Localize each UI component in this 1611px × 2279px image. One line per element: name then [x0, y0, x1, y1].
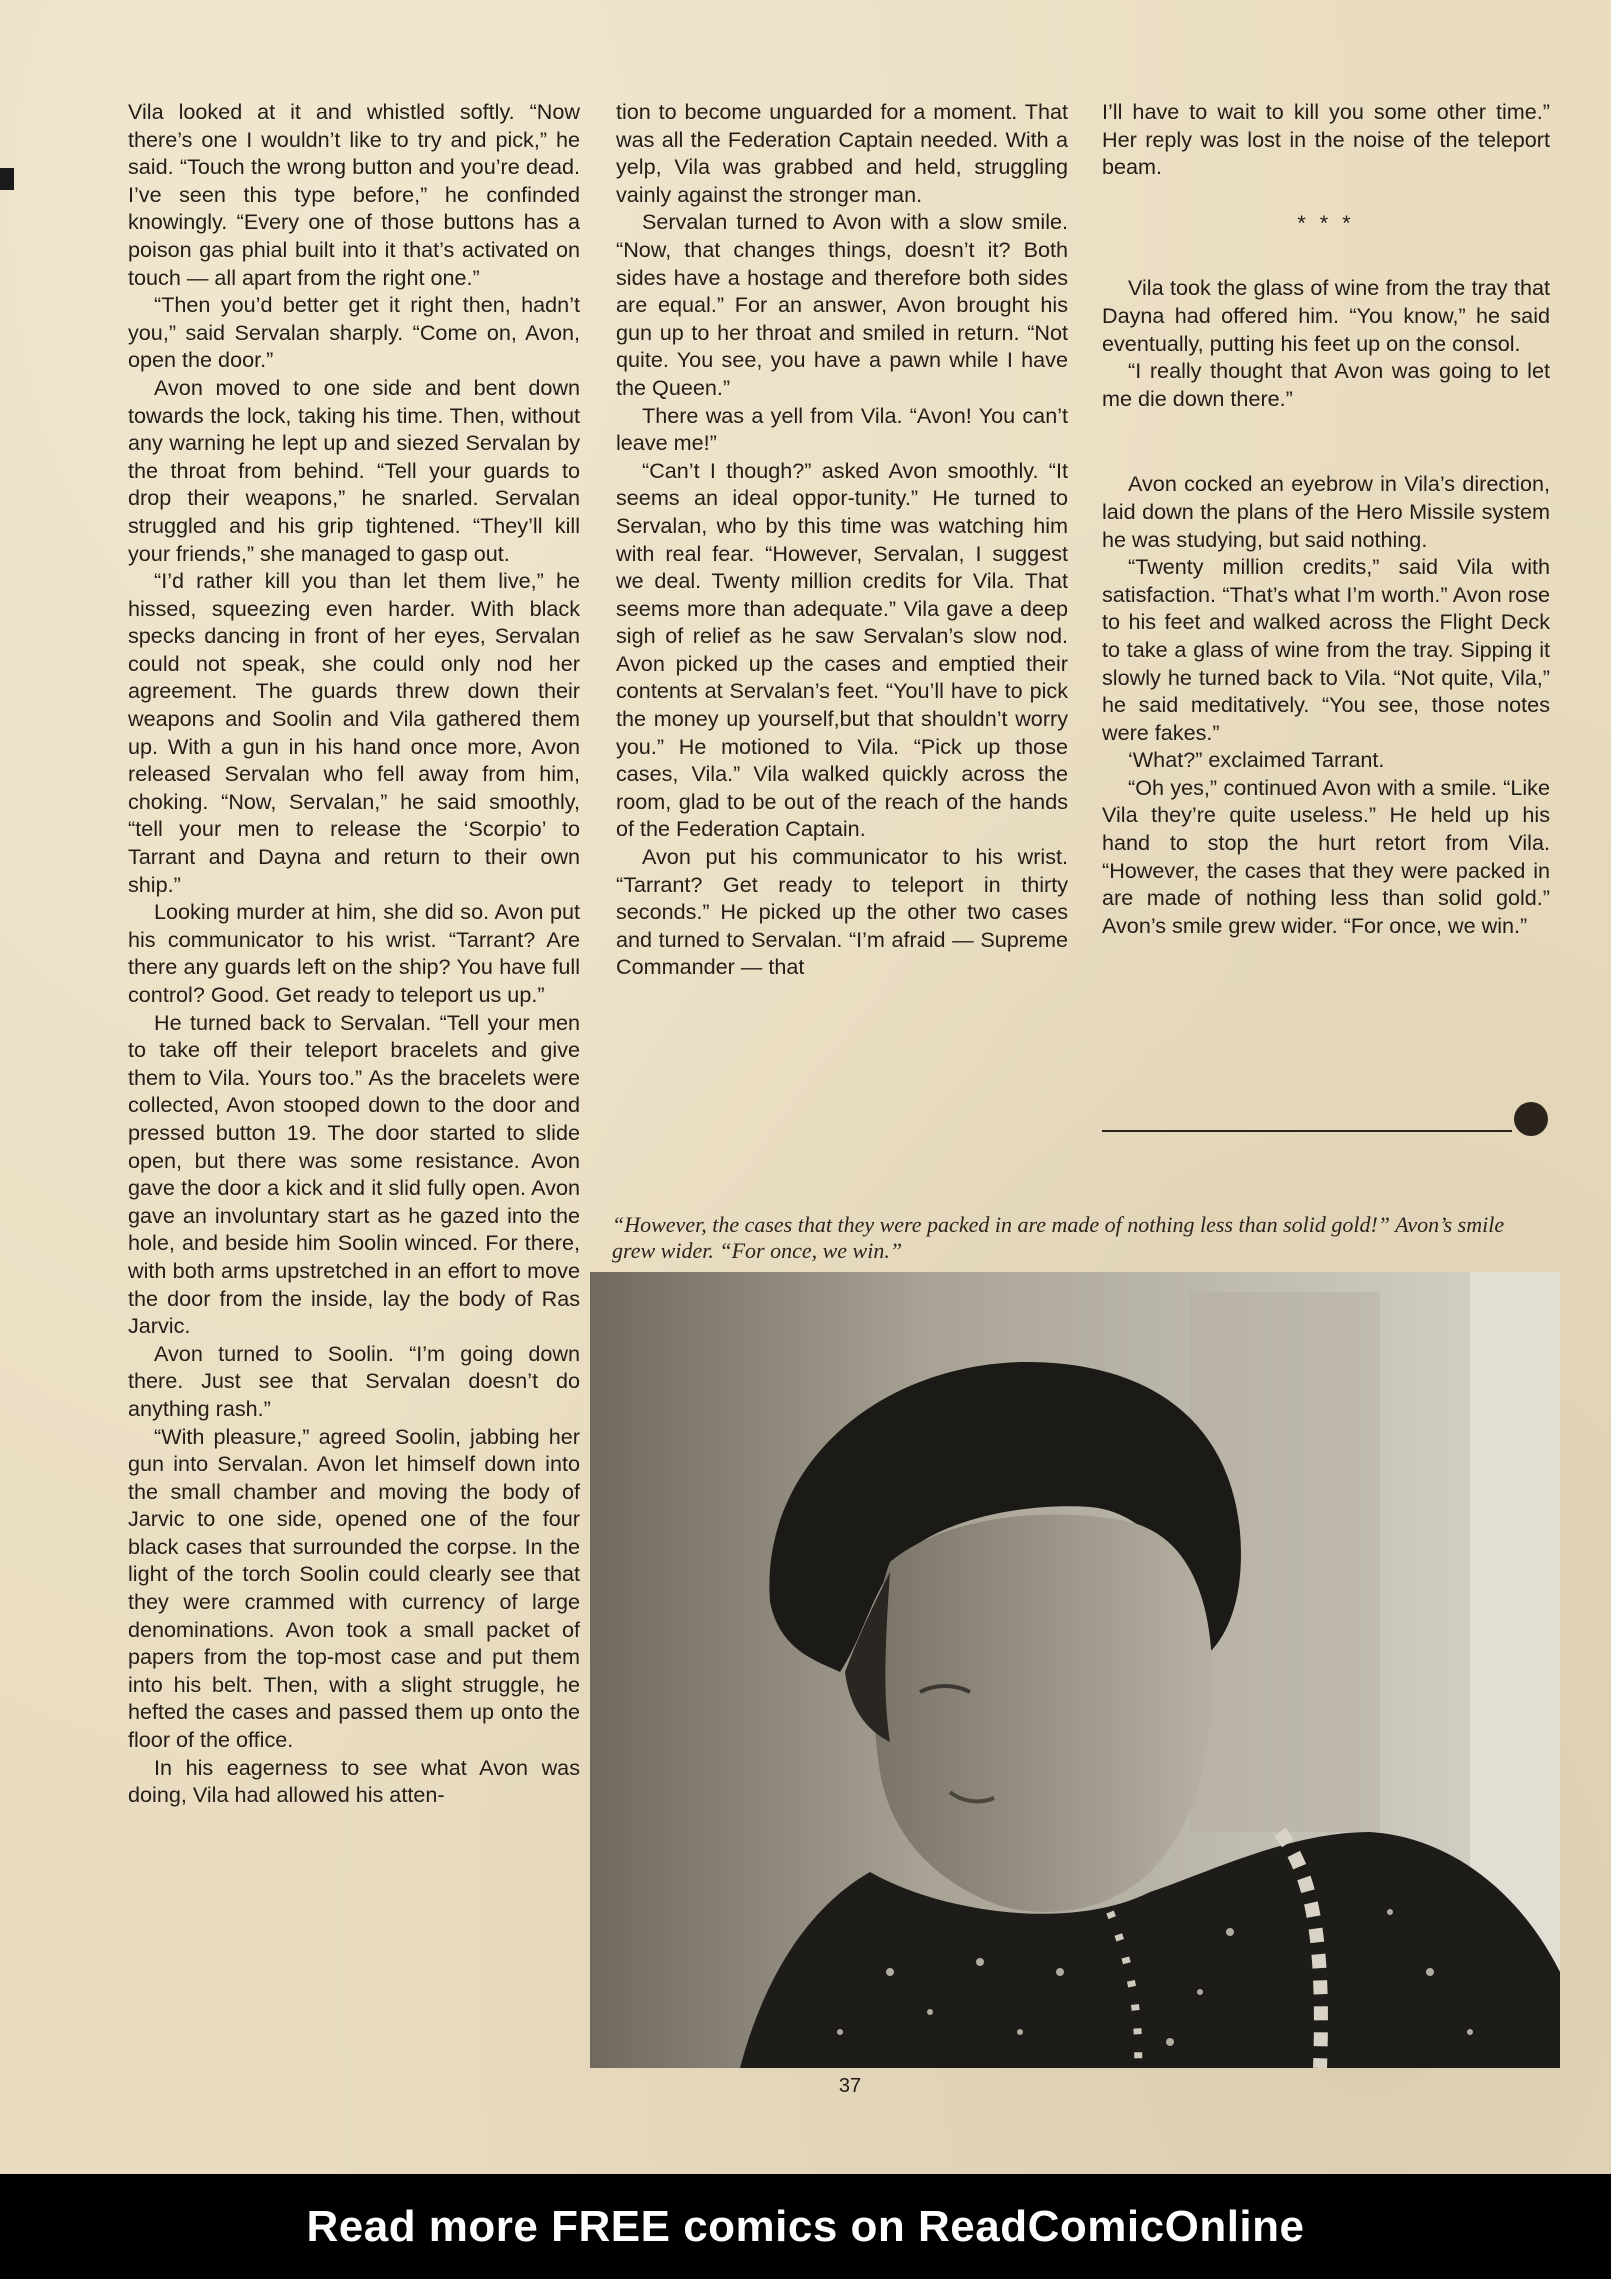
- paragraph: Avon turned to Soolin. “I’m going down there. Just see that Servalan doesn’t do anything rash.”: [128, 1340, 580, 1421]
- paragraph: “Twenty million credits,” said Vila with satisfaction. “That’s what I’m worth.” Avon rose to his feet and walked across the Flight Deck to take a glass of wine from the tray. Sipping it slowly he turned back to Vila. “Not quite, Vila,” he said meditatively. “You see, those notes were fakes.”: [1102, 554, 1550, 745]
- paragraph-gap: [1102, 412, 1550, 470]
- story-end-dot: [1514, 1102, 1548, 1136]
- text-column-1: [128, 98, 580, 1809]
- scene-separator: * * *: [1297, 209, 1355, 235]
- paragraph: Vila looked at it and whistled softly. “Now there’s one I wouldn’t like to try and pick,” he said. “Touch the wrong button and you’re dead. I’ve seen this type before,” he confinded knowingly. “Every one of those buttons has a poison gas phial built into it that’s activated on touch — all apart from the right one.”: [128, 99, 580, 290]
- portrait-illustration: [590, 1272, 1560, 2068]
- paragraph: “I really thought that Avon was going to let me die down there.”: [1102, 358, 1550, 411]
- photo-caption: “However, the cases that they were packed in are made of nothing less than solid gold!” Avon’s smile grew wider. “For once, we win.”: [612, 1212, 1505, 1263]
- story-end-rule: [1102, 1130, 1512, 1132]
- paragraph: “Oh yes,” continued Avon with a smile. “Like Vila they’re quite useless.” He held up his hand to stop the hurt retort from Vila. “However, the cases that they were packed in are made of nothing less than solid gold.” Avon’s smile grew wider. “For once, we win.”: [1102, 774, 1550, 938]
- paragraph: Avon cocked an eyebrow in Vila’s direction, laid down the plans of the Hero Missile system he was studying, but said nothing.: [1102, 471, 1550, 552]
- paragraph: Looking murder at him, she did so. Avon put his communicator to his wrist. “Tarrant? Are there any guards left on the ship? You have full control? Good. Get ready to teleport us up.”: [128, 899, 580, 1007]
- paragraph: In his eagerness to see what Avon was doing, Vila had allowed his atten-: [128, 1754, 580, 1808]
- paragraph: ‘What?” exclaimed Tarrant.: [1128, 747, 1385, 773]
- paragraph: There was a yell from Vila. “Avon! You can’t leave me!”: [616, 402, 1068, 456]
- paragraph: “Can’t I though?” asked Avon smoothly. “It seems an ideal oppor-tunity.” He turned to Servalan, who by this time was watching him with real fear. “However, Servalan, I suggest we deal. Twenty million credits for Vila. That seems more than adequate.” Vila gave a deep sigh of relief as he saw Servalan’s slow nod. Avon picked up the cases and emptied their contents at Servalan’s feet. “You’ll have to pick the money up yourself,but that shouldn’t worry you.” He motioned to Vila. “Pick up those cases, Vila.” Vila walked quickly across the room, glad to be out of the reach of the hands of the Federation Captain.: [616, 457, 1068, 842]
- margin-mark: [0, 168, 14, 190]
- portrait-photo: [590, 1272, 1560, 2068]
- text-column-2: [616, 98, 1068, 981]
- paragraph: “I’d rather kill you than let them live,” he hissed, squeezing even harder. With black specks dancing in front of her eyes, Servalan could not speak, she could only nod her agreement. The guards threw down their weapons and Soolin and Vila gathered them up. With a gun in his hand once more, Avon released Servalan who fell away from him, choking. “Now, Servalan,” he said smoothly, “tell your men to release the ‘Scorpio’ to Tarrant and Dayna and return to their own ship.”: [128, 568, 580, 897]
- paragraph: “With pleasure,” agreed Soolin, jabbing her gun into Servalan. Avon let himself down into the small chamber and moving the body of Jarvic to one side, opened one of the four black cases that surrounded the corpse. In the light of the torch Soolin could clearly see that they were crammed with currency of large denominations. Avon took a small packet of papers from the top-most case and put them into his belt. Then, with a slight struggle, he hefted the cases and passed them up onto the floor of the office.: [128, 1423, 580, 1753]
- text-column-3: [1102, 98, 1550, 939]
- promo-banner[interactable]: [0, 2174, 1611, 2279]
- paragraph: “Then you’d better get it right then, hadn’t you,” said Servalan sharply. “Come on, Avon, open the door.”: [128, 292, 580, 373]
- paragraph: Vila took the glass of wine from the tray that Dayna had offered him. “You know,” he said eventually, putting his feet up on the consol.: [1102, 275, 1550, 356]
- paragraph: He turned back to Servalan. “Tell your men to take off their teleport bracelets and give them to Vila. Yours too.” As the bracelets were collected, Avon stooped down to the door and pressed button 19. The door started to slide open, but there was some resistance. Avon gave the door a kick and it slid fully open. Avon gave an involuntary start as he gazed into the hole, and beside him Soolin winced. For there, with both arms upstretched in an effort to move the door from the inside, lay the body of Ras Jarvic.: [128, 1009, 580, 1339]
- promo-banner-text[interactable]: Read more FREE comics on ReadComicOnline: [306, 2201, 1305, 2251]
- paragraph: I’ll have to wait to kill you some other time.” Her reply was lost in the noise of the teleport beam.: [1102, 99, 1550, 180]
- page-number: 37: [838, 2075, 862, 2097]
- paragraph: Avon moved to one side and bent down towards the lock, taking his time. Then, without any warning he lept up and siezed Servalan by the throat from behind. “Tell your guards to drop their weapons,” he snarled. Servalan struggled and his grip tightened. “They’ll kill your friends,” she managed to gasp out.: [128, 374, 580, 566]
- paragraph: Avon put his communicator to his wrist. “Tarrant? Get ready to teleport in thirty seconds.” He picked up the other two cases and turned to Servalan. “I’m afraid — Supreme Commander — that: [616, 844, 1068, 980]
- paragraph: tion to become unguarded for a moment. That was all the Federation Captain needed. With a yelp, Vila was grabbed and held, struggling vainly against the stronger man.: [616, 99, 1068, 207]
- paragraph: Servalan turned to Avon with a slow smile. “Now, that changes things, doesn’t it? Both sides have a hostage and therefore both sides are equal.” For an answer, Avon brought his gun up to her throat and smiled in return. “Not quite. You see, you have a pawn while I have the Queen.”: [616, 209, 1068, 400]
